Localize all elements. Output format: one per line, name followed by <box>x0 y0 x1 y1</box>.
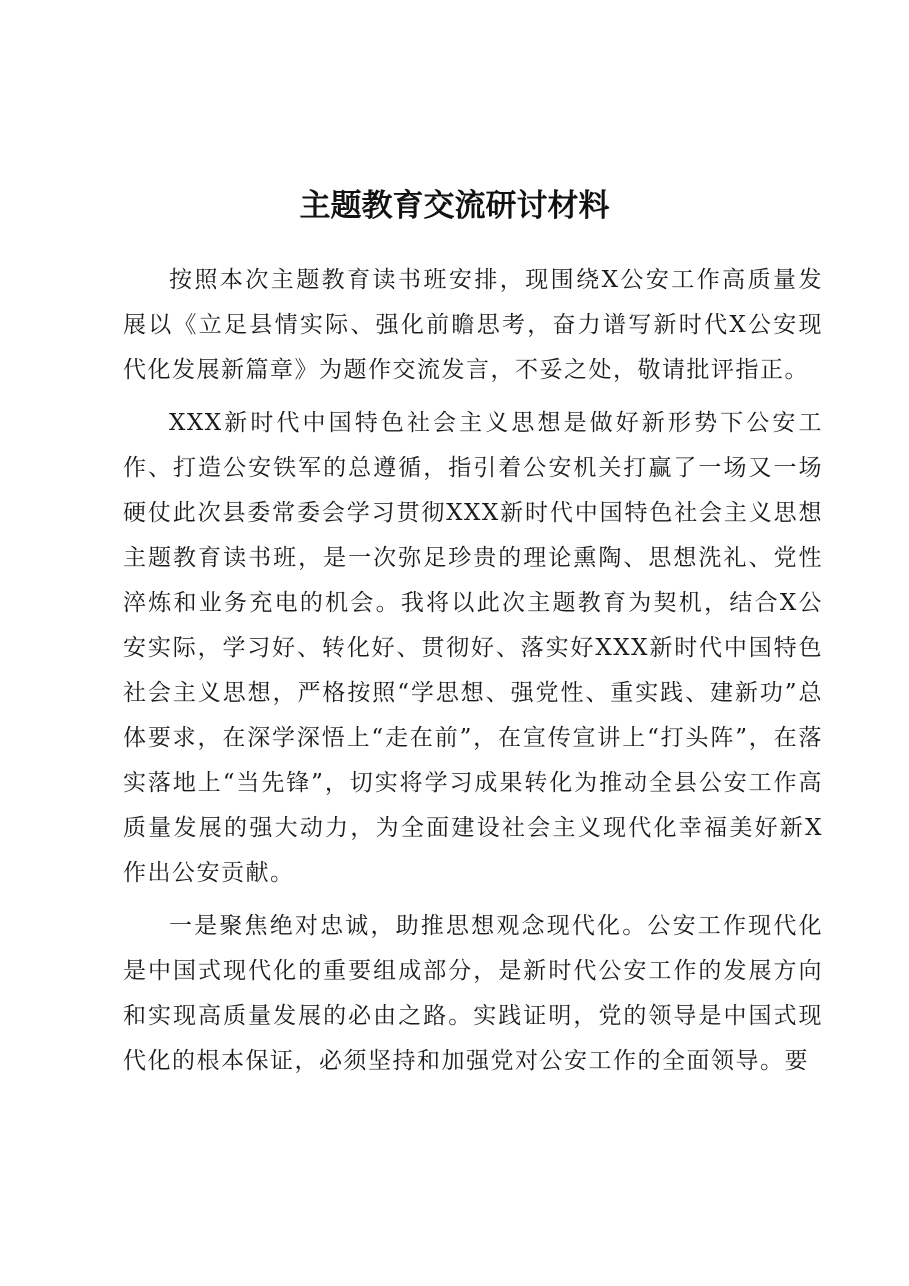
paragraph-point-one: 一是聚焦绝对忠诚，助推思想观念现代化。公安工作现代化是中国式现代化的重要组成部分，是新时代公安工作的发展方向和实现高质量发展的必由之路。实践证明，党的领导是中国式现代化的根本保证，必须坚持和加强党对公安工作的全面领导。要 <box>123 913 823 1074</box>
paragraph-guiding-thought: XXX新时代中国特色社会主义思想是做好新形势下公安工作、打造公安铁军的总遵循，指引着公安机关打赢了一场又一场硬仗此次县委常委会学习贯彻XXX新时代中国特色社会主义思想主题教育读书班，是一次弥足珍贵的理论熏陶、思想洗礼、党性淬炼和业务充电的机会。我将以此次主题教育为契机，结合X公安实际，学习好、转化好、贯彻好、落实好XXX新时代中国特色社会主义思想，严格按照“学思想、强党性、重实践、建新功”总体要求，在深学深悟上“走在前”，在宣传宣讲上“打头阵”，在落实落地上“当先锋”，切实将学习成果转化为推动全县公安工作高质量发展的强大动力，为全面建设社会主义现代化幸福美好新X作出公安贡献。 <box>123 410 823 886</box>
document-body <box>123 258 823 1092</box>
paragraph-intro: 按照本次主题教育读书班安排，现围绕X公安工作高质量发展以《立足县情实际、强化前瞻思考，奋力谱写新时代X公安现代化发展新篇章》为题作交流发言，不妥之处，敬请批评指正。 <box>123 267 823 383</box>
document-title: 主题教育交流研讨材料 <box>299 188 610 224</box>
